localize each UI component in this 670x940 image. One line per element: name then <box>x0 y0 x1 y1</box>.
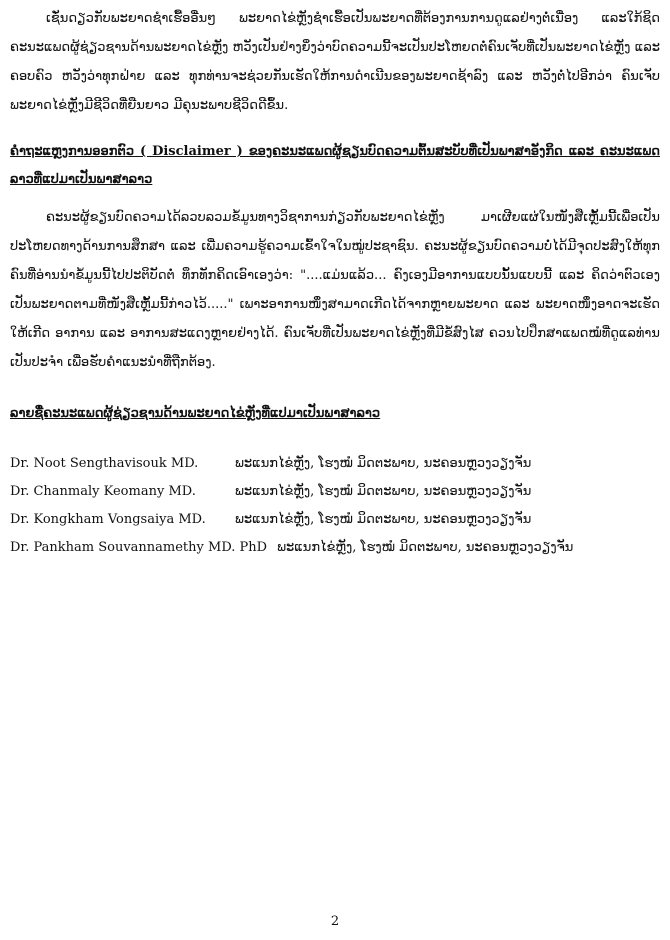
translator-name: Dr. Pankham Souvannamethy MD. PhD <box>10 540 268 555</box>
translator-department: ພະແນກໄຂ່ຫຼັງ, ໂຮງໝໍ ມິດຕະພາບ, ນະຄອນຫຼວງວຽງຈັນ <box>235 512 532 527</box>
translator-name: Dr. Kongkham Vongsaiya MD. <box>10 512 206 527</box>
intro-paragraph: ເຊັ່ນດຽວກັບພະຍາດຊຳເຮື້ອອື່ນໆ ພະຍາດໄຂ່ຫຼັງຊຳເຮື້ອເປັນພະຍາດທີ່ຕ້ອງການການດູແລຢ່າງຕໍ່ເນື່ອງ ແລະໃກ້ຊິດ ຄະນະແພດຜູ້ຊ່ຽວຊານດ້ານພະຍາດໄຂ່ຫຼັງ ຫວັງເປັນຢ່າງຍິ່ງວ່າບົດຄວາມນີ້ຈະເປັນປະໂຫຍດຕໍ່ຄົນເຈັບທີ່ເປັນພະຍາດໄຂ່ຫຼັງ ແລະ ຄອບຄົວ ຫວັງວ່າທຸກຝ່າຍ ແລະ ທຸກທ່ານຈະຊ່ວຍກັນເຮັດໃຫ້ການດຳເນີນຂອງພະຍາດຊ້າລົງ ແລະ ຫວັງຕໍ່ໄປອີກວ່າ ຄົນເຈັບພະຍາດໄຂ່ຫຼັງມີຊີວິດທີ່ຍືນຍາວ ມີຄຸນະພາບຊີວິດດີຂຶ້ນ. <box>10 11 660 113</box>
translator-department: ພະແນກໄຂ່ຫຼັງ, ໂຮງໝໍ ມິດຕະພາບ, ນະຄອນຫຼວງວຽງຈັນ <box>277 540 574 555</box>
translator-name: Dr. Noot Sengthavisouk MD. <box>10 456 199 471</box>
translator-entry <box>10 506 660 534</box>
translator-list <box>10 450 660 562</box>
disclaimer-paragraph: ຄະນະຜູ້ຂຽນບົດຄວາມໄດ້ລວບລວມຂໍ້ມູນທາງວິຊາການກ່ຽວກັບພະຍາດໄຂ່ຫຼັງ ມາເຜີຍແຜ່ໃນໜັງສືເຫຼັ້ມນີ້ເພື່ອເປັນປະໂຫຍດທາງດ້ານການສຶກສາ ແລະ ເພີ່ມຄວາມຮູ້ຄວາມເຂົ້າໃຈໃນໝູ່ປະຊາຊົນ. ຄະນະຜູ້ຂຽນບົດຄວາມບໍ່ໄດ້ມີຈຸດປະສົງໃຫ້ທຸກຄົນທີ່ອ່ານນຳຂໍ້ມູນນີ້ໄປປະຕິບັດຕໍ່ ທຶກທັກຄິດເອົາເອງວ່າ: "....ແມ່ນແລ້ວ... ຄົງເອງມີອາການແບບນັ້ນແບບນີ້ ແລະ ຄິດວ່າຕົວເອງເປັນພະຍາດຕາມທີ່ໜັງສືເຫຼັ້ມນີ້ກ່າວໄວ້....." ເພາະອາການໜຶ່ງສາມາດເກີດໄດ້ຈາກຫຼາຍພະຍາດ ແລະ ພະຍາດໜຶ່ງອາດຈະເຮັດໃຫ້ເກີດ ອາການ ແລະ ອາການສະແດງຫຼາຍຢ່າງໄດ້. ຄົນເຈັບທີ່ເປັນພະຍາດໄຂ່ຫຼັງທີ່ມີຂໍ້ສົງໄສ ຄວນໄປປຶກສາແພດໝໍທີ່ດູແລທ່ານເປັນປະຈຳ ເພື່ອຮັບຄຳແນະນຳທີ່ຖືກຕ້ອງ. <box>10 210 660 370</box>
translator-entry <box>10 534 660 562</box>
translator-department: ພະແນກໄຂ່ຫຼັງ, ໂຮງໝໍ ມິດຕະພາບ, ນະຄອນຫຼວງວຽງຈັນ <box>235 456 532 471</box>
translator-department: ພະແນກໄຂ່ຫຼັງ, ໂຮງໝໍ ມິດຕະພາບ, ນະຄອນຫຼວງວຽງຈັນ <box>235 484 532 499</box>
disclaimer-heading: ຄຳຖະແຫຼງການອອກຕົວ ( Disclaimer ) ຂອງຄະນະແພດຜູ້ຊຽນບົດຄວາມຕົ້ນສະບັບທີ່ເປັນພາສາອັງກິດ ແລະ ຄະນະແພດລາວທີ່ແປມາເປັນພາສາລາວ <box>10 144 660 187</box>
translator-name: Dr. Chanmaly Keomany MD. <box>10 484 196 499</box>
translators-heading: ລາຍຊື່ຄະນະແພດຜູ້ຊ່ຽວຊານດ້ານພະຍາດໄຂ່ຫຼັງທີ່ແປມາເປັນພາສາລາວ <box>10 406 381 421</box>
translator-entry <box>10 478 660 506</box>
page-number: 2 <box>330 914 340 929</box>
translator-entry <box>10 450 660 478</box>
